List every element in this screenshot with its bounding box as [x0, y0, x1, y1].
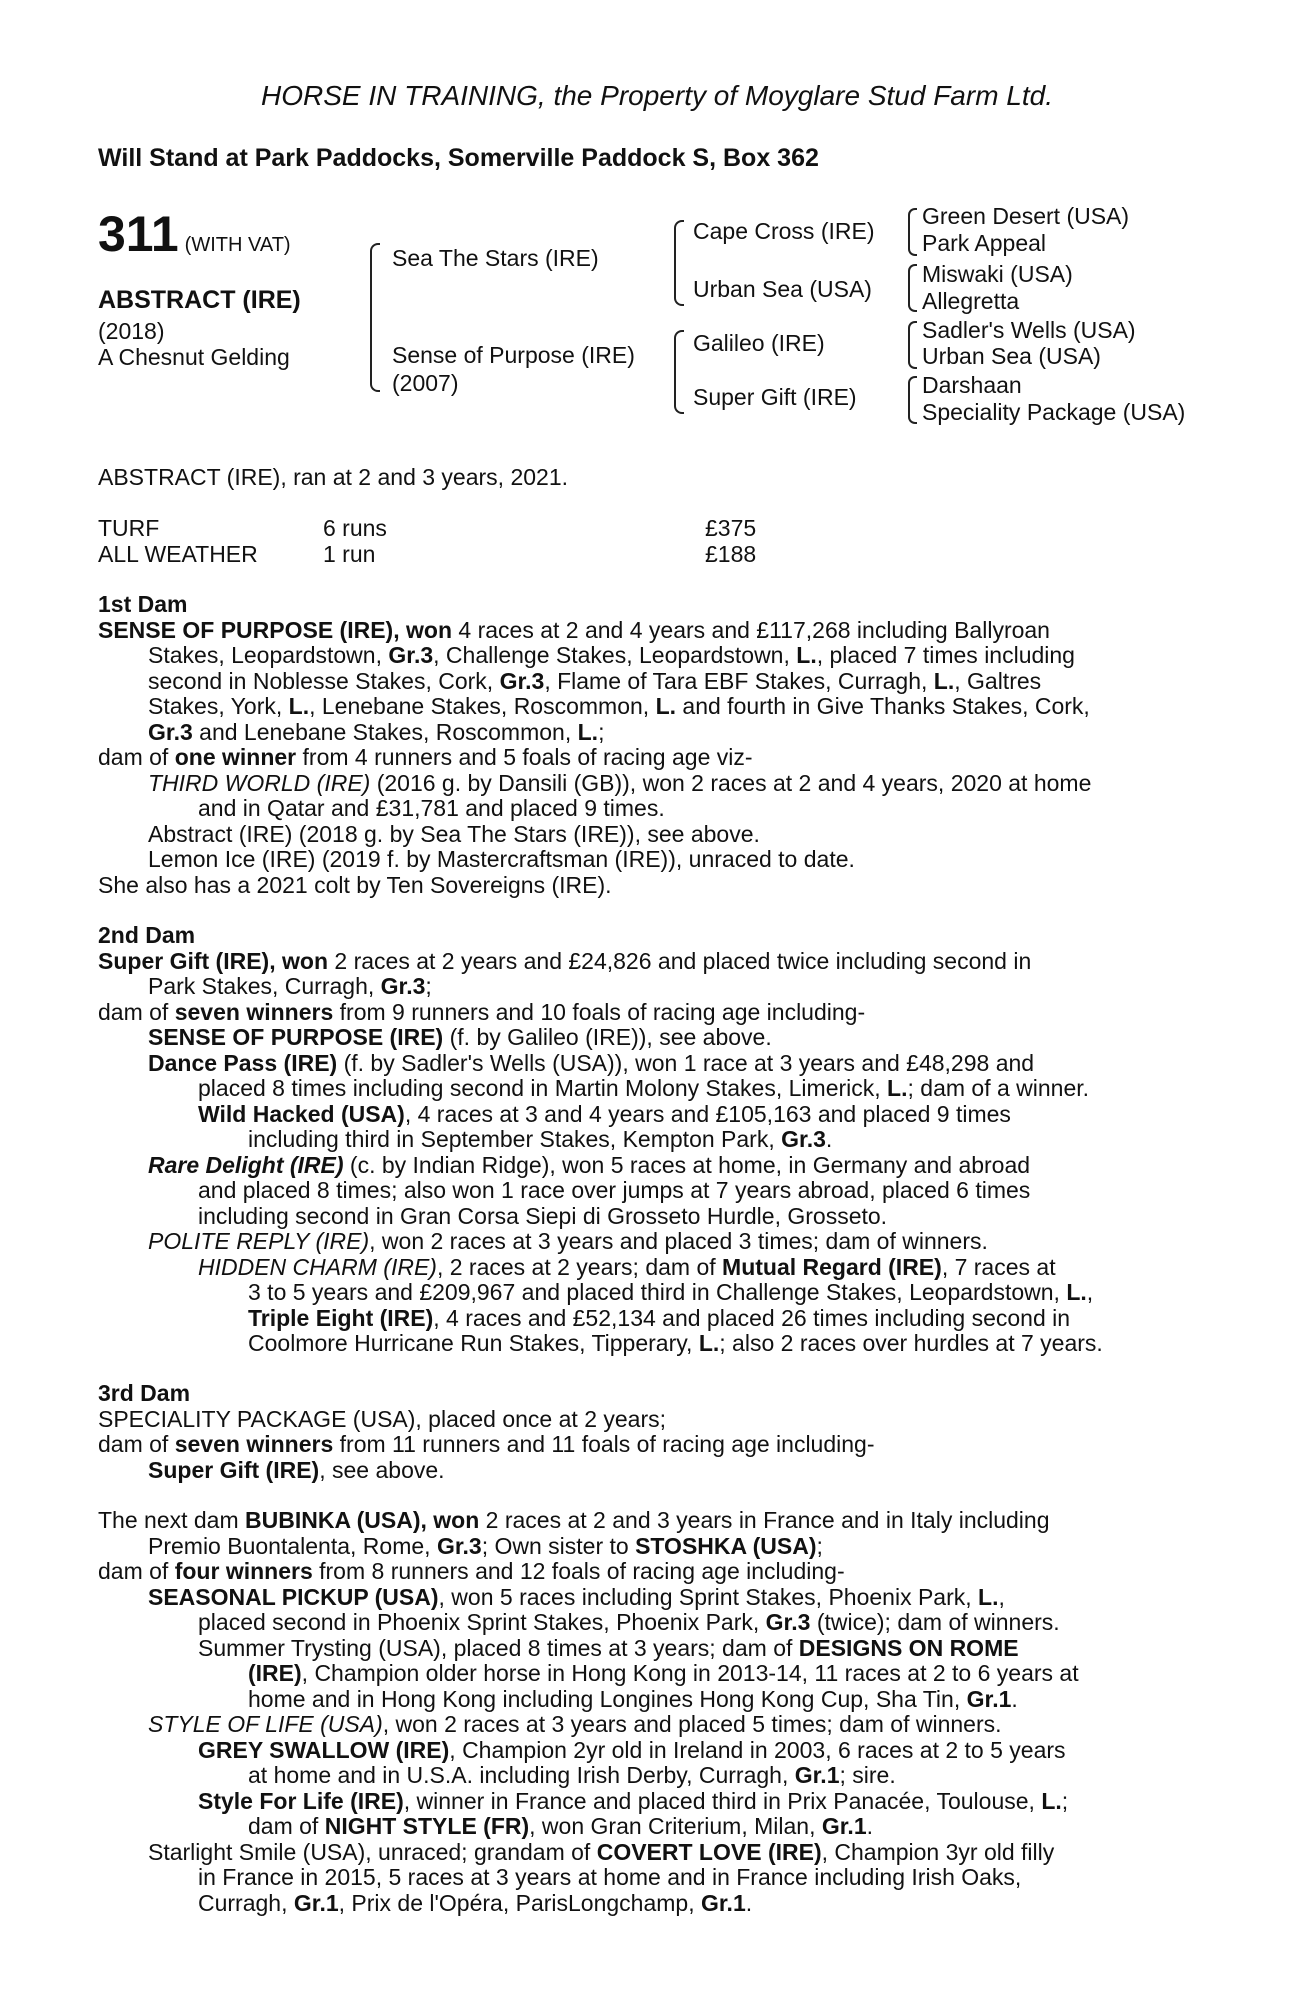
- pedigree-sire: Sea The Stars (IRE): [392, 245, 599, 271]
- pedigree-dam: Sense of Purpose (IRE): [392, 342, 635, 368]
- text-line: Rare Delight (IRE) (c. by Indian Ridge), won 5 races at home, in Germany and abroad: [148, 1151, 1031, 1178]
- text-line: 3 to 5 years and £209,967 and placed third in Challenge Stakes, Leopardstown, L.,: [248, 1279, 1094, 1305]
- text-line: including second in Gran Corsa Siepi di Grosseto Hurdle, Grosseto.: [198, 1202, 888, 1229]
- text-line: Coolmore Hurricane Run Stakes, Tipperary, L.; also 2 races over hurdles at 7 years.: [248, 1330, 1103, 1356]
- stand-location: Will Stand at Park Paddocks, Somerville Paddock S, Box 362: [98, 144, 819, 172]
- text-line: She also has a 2021 colt by Ten Sovereigns (IRE).: [98, 871, 612, 898]
- pedigree-g3-4: Allegretta: [922, 288, 1020, 314]
- horse-description: A Chesnut Gelding: [98, 344, 290, 370]
- catalogue-header: HORSE IN TRAINING, the Property of Moyglare Stud Farm Ltd.: [260, 80, 1054, 111]
- text-line: dam of one winner from 4 runners and 5 foals of racing age viz-: [98, 744, 753, 770]
- text-line: THIRD WORLD (IRE) (2016 g. by Dansili (GB)), won 2 races at 2 and 4 years, 2020 at home: [148, 769, 1092, 796]
- text-line: SPECIALITY PACKAGE (USA), placed once at 2 years;: [98, 1405, 667, 1432]
- text-line: placed second in Phoenix Sprint Stakes, Phoenix Park, Gr.3 (twice); dam of winners.: [198, 1609, 1060, 1635]
- text-line: Premio Buontalenta, Rome, Gr.3; Own sister to STOSHKA (USA);: [148, 1532, 823, 1559]
- vat-note: (WITH VAT): [184, 234, 291, 256]
- sire-dam-brace: [370, 243, 380, 392]
- section-title: 2nd Dam: [98, 922, 196, 948]
- pedigree-g3-6: Urban Sea (USA): [922, 343, 1101, 369]
- pedigree-g3-8: Speciality Package (USA): [922, 399, 1186, 425]
- pedigree-sire-sire: Cape Cross (IRE): [693, 218, 875, 244]
- first-dam-section: [98, 592, 1198, 898]
- text-line: Wild Hacked (USA), 4 races at 3 and 4 years and £105,163 and placed 9 times: [198, 1100, 1011, 1127]
- lot-number: 311: [98, 206, 179, 262]
- text-line: (IRE), Champion older horse in Hong Kong in 2013-14, 11 races at 2 to 6 years at: [248, 1660, 1079, 1686]
- text-line: placed 8 times including second in Martin Molony Stakes, Limerick, L.; dam of a winner.: [198, 1075, 1090, 1101]
- pedigree-g3-2: Park Appeal: [922, 230, 1047, 256]
- text-line: Stakes, Leopardstown, Gr.3, Challenge Stakes, Leopardstown, L., placed 7 times including: [148, 642, 1075, 668]
- text-line: in France in 2015, 5 races at 3 years at home and in France including Irish Oaks,: [198, 1864, 1022, 1890]
- pedigree-dam-dam: Super Gift (IRE): [693, 384, 857, 410]
- record-intro: ABSTRACT (IRE), ran at 2 and 3 years, 2021.: [98, 464, 569, 490]
- text-line: Abstract (IRE) (2018 g. by Sea The Stars (IRE)), see above.: [148, 820, 760, 847]
- figures-surface: ALL WEATHER: [98, 541, 258, 567]
- text-line: HIDDEN CHARM (IRE), 2 races at 2 years; dam of Mutual Regard (IRE), 7 races at: [198, 1253, 1056, 1280]
- section-title: 1st Dam: [98, 591, 188, 617]
- pedigree-dam-year: (2007): [392, 370, 459, 396]
- figures-earnings: £188: [705, 541, 757, 567]
- pedigree-g3-3: Miswaki (USA): [922, 261, 1073, 287]
- fourth-dam-section: [98, 1508, 1198, 1916]
- text-line: dam of seven winners from 9 runners and 10 foals of racing age including-: [98, 998, 866, 1025]
- text-line: including third in September Stakes, Kempton Park, Gr.3.: [248, 1126, 833, 1152]
- text-line: Starlight Smile (USA), unraced; grandam of COVERT LOVE (IRE), Champion 3yr old filly: [148, 1838, 1055, 1865]
- text-line: dam of seven winners from 11 runners and 11 foals of racing age including-: [98, 1431, 875, 1457]
- figures-runs: 6 runs: [323, 515, 387, 541]
- text-line: Summer Trysting (USA), placed 8 times at 3 years; dam of DESIGNS ON ROME: [198, 1634, 1019, 1661]
- text-line: Dance Pass (IRE) (f. by Sadler's Wells (USA)), won 1 race at 3 years and £48,298 and: [148, 1049, 1035, 1076]
- pedigree-g3-5: Sadler's Wells (USA): [922, 317, 1136, 343]
- dam-parents-brace: [674, 330, 684, 414]
- sire-parents-brace: [674, 220, 684, 306]
- text-line: SENSE OF PURPOSE (IRE) (f. by Galileo (IRE)), see above.: [148, 1024, 772, 1050]
- text-line: SENSE OF PURPOSE (IRE), won 4 races at 2 and 4 years and £117,268 including Ballyroan: [98, 616, 1050, 643]
- third-dam-section: [98, 1381, 1198, 1483]
- text-line: dam of four winners from 8 runners and 12 foals of racing age including-: [98, 1558, 845, 1584]
- gen3-brace-1: [908, 208, 917, 256]
- text-line: Stakes, York, L., Lenebane Stakes, Roscommon, L. and fourth in Give Thanks Stakes, Cork,: [148, 693, 1090, 719]
- pedigree-dam-sire: Galileo (IRE): [693, 330, 825, 356]
- text-line: Style For Life (IRE), winner in France and placed third in Prix Panacée, Toulouse, L.;: [198, 1787, 1069, 1814]
- gen3-brace-3: [908, 321, 917, 369]
- text-line: Lemon Ice (IRE) (2019 f. by Mastercraftsman (IRE)), unraced to date.: [148, 846, 855, 872]
- text-line: STYLE OF LIFE (USA), won 2 races at 3 years and placed 5 times; dam of winners.: [148, 1711, 1002, 1737]
- text-line: Gr.3 and Lenebane Stakes, Roscommon, L.;: [148, 718, 605, 745]
- figures-surface: TURF: [98, 515, 160, 541]
- figures-earnings: £375: [705, 515, 757, 541]
- figures-runs: 1 run: [323, 541, 376, 567]
- text-line: The next dam BUBINKA (USA), won 2 races at 2 and 3 years in France and in Italy including: [98, 1507, 1050, 1533]
- gen3-brace-2: [908, 264, 917, 312]
- text-line: second in Noblesse Stakes, Cork, Gr.3, Flame of Tara EBF Stakes, Curragh, L., Galtres: [148, 667, 1042, 694]
- text-line: GREY SWALLOW (IRE), Champion 2yr old in Ireland in 2003, 6 races at 2 to 5 years: [198, 1736, 1066, 1763]
- pedigree-sire-dam: Urban Sea (USA): [693, 276, 872, 302]
- horse-year: (2018): [98, 318, 165, 344]
- section-title: 3rd Dam: [98, 1380, 191, 1406]
- text-line: dam of NIGHT STYLE (FR), won Gran Criterium, Milan, Gr.1.: [248, 1813, 874, 1839]
- pedigree-g3-7: Darshaan: [922, 372, 1022, 398]
- text-line: home and in Hong Kong including Longines Hong Kong Cup, Sha Tin, Gr.1.: [248, 1685, 1018, 1712]
- text-line: Curragh, Gr.1, Prix de l'Opéra, ParisLongchamp, Gr.1.: [198, 1889, 753, 1916]
- gen3-brace-4: [908, 376, 917, 424]
- text-line: at home and in U.S.A. including Irish Derby, Curragh, Gr.1; sire.: [248, 1762, 896, 1788]
- text-line: Park Stakes, Curragh, Gr.3;: [148, 973, 432, 999]
- text-line: POLITE REPLY (IRE), won 2 races at 3 years and placed 3 times; dam of winners.: [148, 1228, 988, 1254]
- text-line: SEASONAL PICKUP (USA), won 5 races including Sprint Stakes, Phoenix Park, L.,: [148, 1583, 1005, 1610]
- text-line: Super Gift (IRE), see above.: [148, 1456, 445, 1483]
- horse-name: ABSTRACT (IRE): [98, 286, 301, 314]
- text-line: and placed 8 times; also won 1 race over jumps at 7 years abroad, placed 6 times: [198, 1177, 1031, 1203]
- pedigree-g3-1: Green Desert (USA): [922, 203, 1130, 229]
- text-line: Triple Eight (IRE), 4 races and £52,134 and placed 26 times including second in: [248, 1304, 1071, 1331]
- text-line: and in Qatar and £31,781 and placed 9 times.: [198, 795, 665, 821]
- second-dam-section: [98, 923, 1198, 1357]
- text-line: Super Gift (IRE), won 2 races at 2 years and £24,826 and placed twice including second in: [98, 947, 1032, 974]
- lot-block: [98, 205, 291, 263]
